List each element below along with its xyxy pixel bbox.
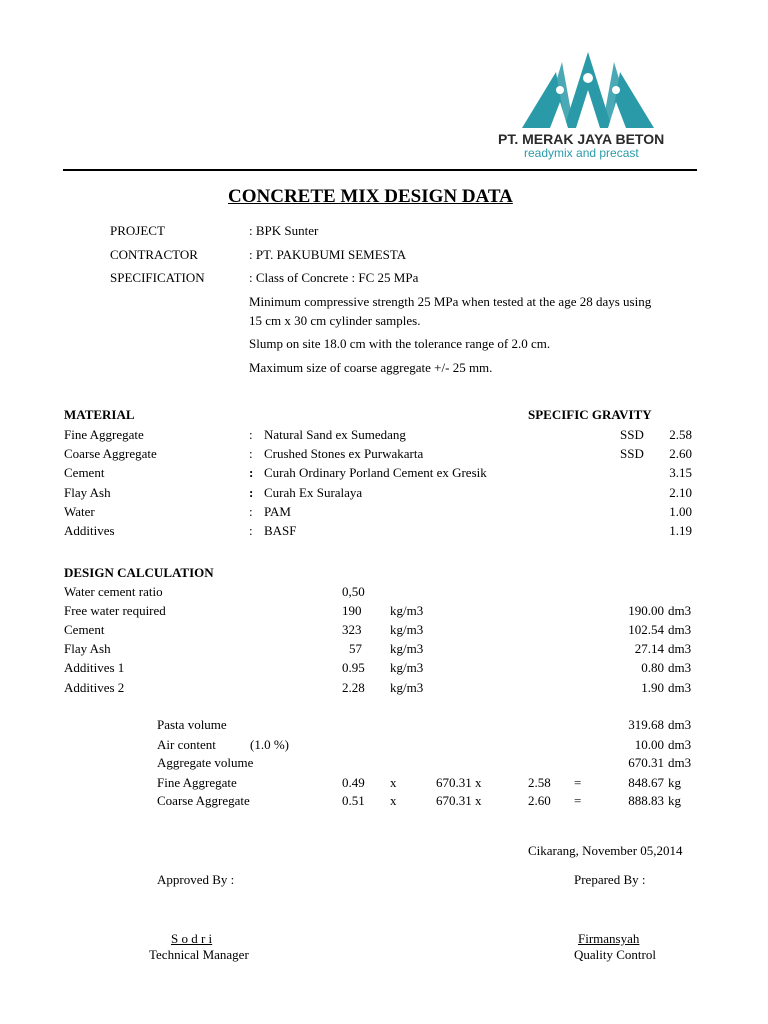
material-source: PAM bbox=[264, 504, 291, 519]
material-sg: 1.19 bbox=[669, 523, 692, 538]
design-qty: 0.95 bbox=[342, 660, 365, 675]
design-volume-unit: dm3 bbox=[668, 603, 692, 618]
material-sg: 2.10 bbox=[669, 485, 692, 500]
material-source: Curah Ordinary Porland Cement ex Gresik bbox=[264, 465, 487, 480]
contractor-value: : PT. PAKUBUMI SEMESTA bbox=[249, 247, 407, 262]
coarse-aggregate-label: Coarse Aggregate bbox=[157, 793, 250, 808]
preparer-name: Firmansyah bbox=[578, 931, 640, 946]
spec-line-3: Slump on site 18.0 cm with the tolerance range of 2.0 cm. bbox=[249, 336, 551, 351]
aggregate-volume-value: 670.31 bbox=[628, 755, 664, 770]
place-date: Cikarang, November 05,2014 bbox=[528, 843, 683, 858]
design-item: Additives 2 bbox=[64, 680, 125, 695]
coarse-aggregate-equals: = bbox=[574, 793, 582, 808]
design-volume: 0.80 bbox=[641, 660, 664, 675]
material-source: BASF bbox=[264, 523, 297, 538]
header-divider bbox=[63, 169, 697, 171]
coarse-aggregate-times: x bbox=[390, 793, 397, 808]
pasta-volume-value: 319.68 bbox=[628, 717, 664, 732]
fine-aggregate-label: Fine Aggregate bbox=[157, 775, 237, 790]
material-sg: 3.15 bbox=[669, 465, 692, 480]
material-name: Fine Aggregate bbox=[64, 427, 144, 442]
spec-line-1: Minimum compressive strength 25 MPa when tested at the age 28 days using bbox=[249, 294, 652, 309]
material-name: Water bbox=[64, 504, 95, 519]
material-colon: : bbox=[249, 523, 253, 538]
approver-title: Technical Manager bbox=[149, 947, 249, 962]
aggregate-volume-label: Aggregate volume bbox=[157, 755, 254, 770]
design-volume-unit: dm3 bbox=[668, 641, 692, 656]
contractor-label: CONTRACTOR bbox=[110, 247, 198, 262]
fine-aggregate-equals: = bbox=[574, 775, 582, 790]
air-content-label: Air content bbox=[157, 737, 216, 752]
design-volume: 27.14 bbox=[634, 641, 664, 656]
project-value: : BPK Sunter bbox=[249, 223, 319, 238]
preparer-title: Quality Control bbox=[574, 947, 656, 962]
fine-aggregate-ratio: 0.49 bbox=[342, 775, 365, 790]
fine-aggregate-result: 848.67 bbox=[628, 775, 664, 790]
fine-aggregate-sg: 2.58 bbox=[528, 775, 551, 790]
design-volume: 190.00 bbox=[628, 603, 664, 618]
material-condition: SSD bbox=[620, 427, 644, 442]
air-content-unit: dm3 bbox=[668, 737, 692, 752]
approver-name: S o d r i bbox=[171, 931, 213, 946]
design-volume-unit: dm3 bbox=[668, 622, 692, 637]
design-item: Water cement ratio bbox=[64, 584, 163, 599]
material-colon: : bbox=[249, 465, 254, 480]
material-sg: 2.60 bbox=[669, 446, 692, 461]
material-condition: SSD bbox=[620, 446, 644, 461]
specification-label: SPECIFICATION bbox=[110, 270, 205, 285]
approved-by-label: Approved By : bbox=[157, 872, 235, 887]
design-unit: kg/m3 bbox=[390, 603, 424, 618]
material-source: Curah Ex Suralaya bbox=[264, 485, 363, 500]
design-qty: 190 bbox=[342, 603, 362, 618]
design-volume: 102.54 bbox=[628, 622, 664, 637]
project-label: PROJECT bbox=[110, 223, 165, 238]
coarse-aggregate-unit: kg bbox=[668, 793, 681, 808]
fine-aggregate-times: x bbox=[390, 775, 397, 790]
design-volume-unit: dm3 bbox=[668, 680, 692, 695]
company-name: PT. MERAK JAYA BETON bbox=[498, 131, 665, 147]
material-sg: 2.58 bbox=[669, 427, 692, 442]
design-unit: kg/m3 bbox=[390, 660, 424, 675]
design-calculation-header: DESIGN CALCULATION bbox=[64, 565, 214, 580]
material-sg: 1.00 bbox=[669, 504, 692, 519]
design-item: Free water required bbox=[64, 603, 166, 618]
design-volume-unit: dm3 bbox=[668, 660, 692, 675]
coarse-aggregate-result: 888.83 bbox=[628, 793, 664, 808]
pasta-volume-unit: dm3 bbox=[668, 717, 692, 732]
design-qty: 0,50 bbox=[342, 584, 365, 599]
material-source: Crushed Stones ex Purwakarta bbox=[264, 446, 424, 461]
design-unit: kg/m3 bbox=[390, 641, 424, 656]
design-item: Flay Ash bbox=[64, 641, 111, 656]
specification-value: : Class of Concrete : FC 25 MPa bbox=[249, 270, 419, 285]
specific-gravity-header: SPECIFIC GRAVITY bbox=[528, 407, 652, 422]
fine-aggregate-unit: kg bbox=[668, 775, 681, 790]
coarse-aggregate-volume: 670.31 x bbox=[436, 793, 482, 808]
design-qty: 57 bbox=[349, 641, 362, 656]
material-colon: : bbox=[249, 427, 253, 442]
company-tagline: readymix and precast bbox=[524, 146, 639, 160]
material-name: Additives bbox=[64, 523, 115, 538]
spec-line-4: Maximum size of coarse aggregate +/- 25 mm. bbox=[249, 360, 493, 375]
spec-line-2: 15 cm x 30 cm cylinder samples. bbox=[249, 313, 421, 328]
material-name: Coarse Aggregate bbox=[64, 446, 157, 461]
material-name: Flay Ash bbox=[64, 485, 111, 500]
material-source: Natural Sand ex Sumedang bbox=[264, 427, 406, 442]
material-header: MATERIAL bbox=[64, 407, 135, 422]
material-name: Cement bbox=[64, 465, 105, 480]
prepared-by-label: Prepared By : bbox=[574, 872, 646, 887]
air-content-value: 10.00 bbox=[634, 737, 664, 752]
document-title: CONCRETE MIX DESIGN DATA bbox=[228, 186, 513, 207]
fine-aggregate-volume: 670.31 x bbox=[436, 775, 482, 790]
pasta-volume-label: Pasta volume bbox=[157, 717, 227, 732]
design-item: Additives 1 bbox=[64, 660, 125, 675]
aggregate-volume-unit: dm3 bbox=[668, 755, 692, 770]
material-colon: : bbox=[249, 504, 253, 519]
coarse-aggregate-ratio: 0.51 bbox=[342, 793, 365, 808]
company-logo-icon bbox=[516, 50, 660, 132]
design-unit: kg/m3 bbox=[390, 680, 424, 695]
design-qty: 323 bbox=[342, 622, 362, 637]
design-unit: kg/m3 bbox=[390, 622, 424, 637]
design-qty: 2.28 bbox=[342, 680, 365, 695]
air-content-percent: (1.0 %) bbox=[250, 737, 289, 752]
design-volume: 1.90 bbox=[641, 680, 664, 695]
design-item: Cement bbox=[64, 622, 105, 637]
material-colon: : bbox=[249, 485, 254, 500]
coarse-aggregate-sg: 2.60 bbox=[528, 793, 551, 808]
material-colon: : bbox=[249, 446, 253, 461]
